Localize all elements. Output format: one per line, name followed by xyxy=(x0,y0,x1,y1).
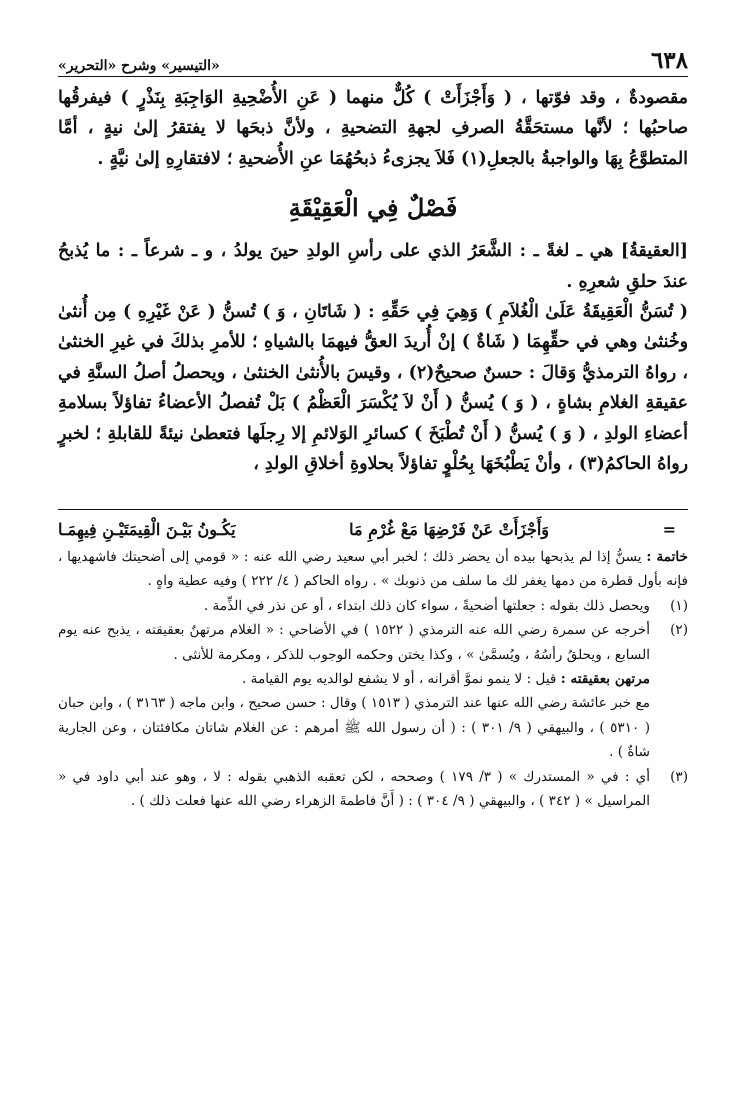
footnote-2 xyxy=(58,618,688,667)
page-header xyxy=(58,40,688,77)
khatima-label: خاتمة : xyxy=(646,548,688,565)
footnote-2-number: (٢) xyxy=(670,622,688,639)
footnote-2-extra: مع خبر عائشة رضي الله عنها عند الترمذي ( ١٥١٣ ) وقال : حسن صحيح ، وابن ماجه ( ٣١٦٣ ) ، وابن حبان ( ٥٣١٠ ) ، والبيهقي ( ٩/ ٣٠١ ) : ( أن رسول الله ﷺ أمرهم : عن الغلام شاتان مكافئتان ، وعن الجارية شاةٌ ) . xyxy=(58,695,651,761)
footnote-1-number: (١) xyxy=(670,597,688,614)
paragraph-main: ( تُسَنُّ الْعَقِيقَةُ عَلَىٰ الْغُلاَمِ ) وَهِيَ فِي حَقِّهِ : ( شَاتَانِ ، وَ ) تُسنُّ ( عَنْ غَيْرِهِ ) مِن أُنثىٰ وخُنثىٰ وهي في حقِّهِمَا ( شَاةٌ ) إنْ أُريدَ العقُّ فيهمَا بالشياهِ ؛ للأمرِ بذلكَ في غيرِ الخنثىٰ ، رواهُ الترمذيُّ وَقالَ : حسنٌ صحيحٌ(٢) ، وقيسَ بالأُنثىٰ الخنثىٰ ، ويحصلُ أصلُ السنَّةِ في عقيقةِ الغلامِ بشاةٍ ، ( وَ ) يُسنُّ ( أَنْ لاَ يُكْسَرَ الْعَظْمُ ) بَلْ تُفصلُ الأعضاءُ تفاؤلاً بسلامةِ أعضاءِ الولدِ ، ( وَ ) يُسنُّ ( أَنْ تُطْبَخَ ) كسائرِ الوَلائمِ إلا رِجلَها فتعطىٰ نيئةً للقابلةِ ؛ لخبرٍ رواهُ الحاكمُ(٣) ، وأنْ يَطْبُخَهَا بِحُلْوٍ تفاؤلاً بحلاوةِ أخلاقِ الولدِ ، xyxy=(58,302,688,475)
page-number: ٦٣٨ xyxy=(650,47,688,74)
khatima-note xyxy=(58,545,688,594)
paragraph-intro: مقصودةٌ ، وقد فوّتها ، ( وَأَجْزَأَتْ ) كُلٌّ منهما ( عَنِ الأُضْحِيةِ الوَاجِبَةِ بِنَذْرٍ ) فيفرقُها صاحبُها ؛ لأنَّها مستحَقَّةُ الصرفِ لجهةِ التضحيةِ ، ولأنَّ ذبحَها لا يفتقرُ إلىٰ نيةٍ ، أمَّا المتطوَّعُ بِهَا والواجبةُ بالجعلِ(١) فَلاَ يجزىءُ ذبحُهُمَا عنِ الأُضحيةِ ؛ لافتقارِهِ إلىٰ نيَّةٍ . xyxy=(58,88,688,169)
paragraph-definition: [العقيقةُ] هي ـ لغةً ـ : الشَّعَرُ الذي على رأسِ الولدِ حينَ يولدُ ، و ـ شرعاً ـ : ما يُذبحُ عندَ حلقِ شعرِهِ . xyxy=(58,241,688,292)
verse-hemistich-2: يَكُـونُ بَيْـنَ الْقِيمَتَيْـنِ فِيهِمَـا xyxy=(58,520,236,540)
footnote-3-text: أي : في « المستدرك » ( ٣/ ١٧٩ ) وصححه ، لكن تعقبه الذهبي بقوله : لا ، وهو عند أبي داود في « المراسيل » ( ٣٤٢ ) ، والبيهقي ( ٩/ ٣٠٤ ) : ( أَنَّ فاطمةَ الزهراء رضي الله عنها فعلت ذلك ) . xyxy=(58,768,651,809)
murtahan-text: قيل : لا ينمو نموَّ أقرانه ، أو لا يشفع لوالديه يوم القيامة . xyxy=(242,670,557,687)
running-title: «التيسير» وشرح «التحرير» xyxy=(58,58,220,74)
murtahan-label: مرتهن بعقيقته : xyxy=(560,670,650,687)
footnote-3 xyxy=(58,765,688,814)
section-heading: فَصْلٌ فِي الْعَقِيْقَةِ xyxy=(288,193,458,223)
verse-hemistich-1: وَأَجْزَأَتْ عَنْ فَرْضِهَا مَعْ غُرْمِ مَا xyxy=(349,520,550,540)
footnotes xyxy=(58,518,688,813)
footnote-1-text: ويحصل ذلك بقوله : جعلتها أضحيةً ، سواء كان ذلك ابتداء ، أو عن نذر في الذِّمة . xyxy=(203,597,650,614)
footnote-3-number: (٣) xyxy=(670,768,688,785)
footnote-2-text: أخرجه عن سمرة رضي الله عنه الترمذي ( ١٥٢٢ ) في الأضاحي : « الغلام مرتهنٌ بعقيقته ، يذبح عنه يوم السابع ، ويحلقُ رأسُهُ ، ويُسمَّىٰ » ، وكذا يختن وحكمه الوجوب للذكر ، ومكرمة للأنثى . xyxy=(58,622,650,663)
footnote-1 xyxy=(58,594,688,618)
murtahan-note xyxy=(58,667,688,691)
continuation-mark: = xyxy=(662,520,676,540)
khatima-text: يسنُّ إذا لم يذبحها بيده أن يحضر ذلك ؛ لخبر أبي سعيد رضي الله عنه : « قومي إلى أضحيتك فاشهديها ، فإنه بأول قطرة من دمها يغفر لك ما سلف من ذنوبك » . رواه الحاكم ( ٤/ ٢٢٢ ) وفيه عطية واهٍ . xyxy=(58,548,688,590)
footnote-separator xyxy=(58,509,688,510)
poem-verse xyxy=(58,518,688,542)
main-text xyxy=(58,83,688,479)
